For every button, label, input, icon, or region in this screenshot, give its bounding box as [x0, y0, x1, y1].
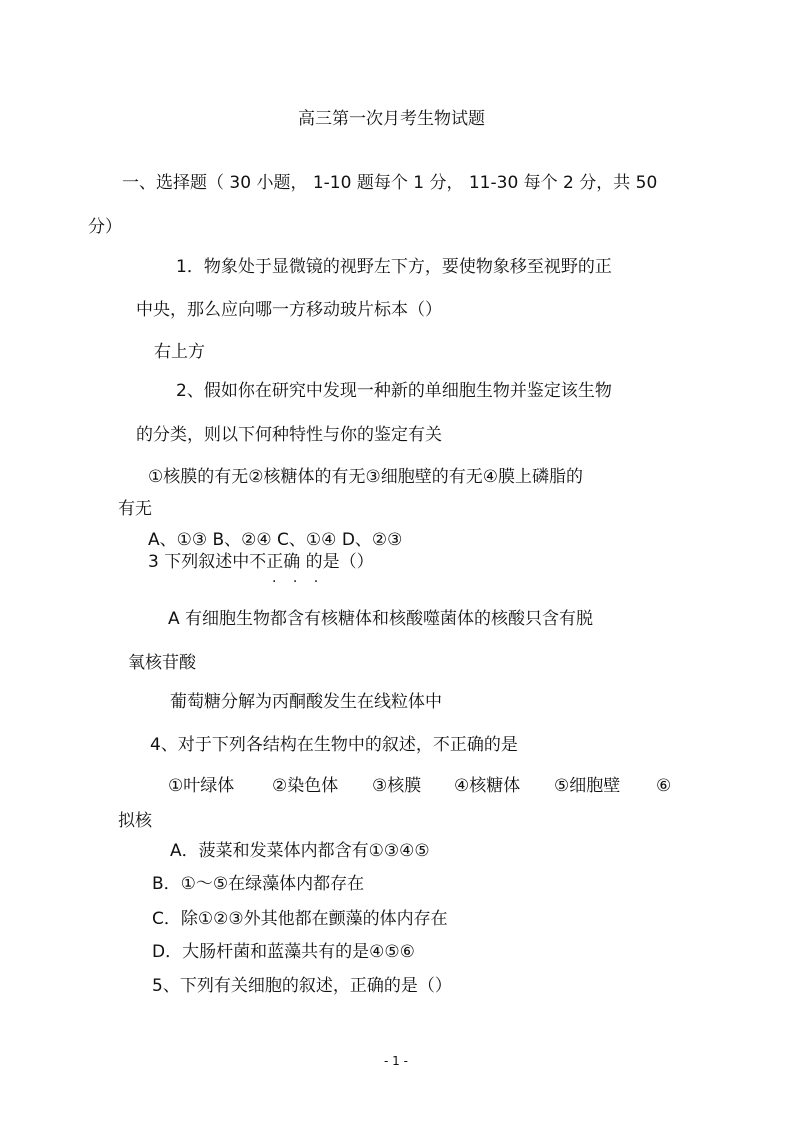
q4-item-5: ⑤细胞壁 [554, 776, 621, 796]
q2-items-line2: 有无 [118, 499, 152, 519]
q5-stem: 5、下列有关细胞的叙述，正确的是（） [152, 976, 452, 996]
q4-item-6: ⑥ [656, 776, 672, 796]
q2-stem-line1: 2、假如你在研究中发现一种新的单细胞生物并鉴定该生物 [176, 381, 612, 401]
q1-stem-line1: 1．物象处于显微镜的视野左下方，要使物象移至视野的正 [176, 257, 612, 277]
q4-item-1: ①叶绿体 [168, 776, 235, 796]
q3-stem: 3 下列叙述中不正确 的是（） [148, 552, 374, 572]
section-heading-line2: 分） [88, 217, 122, 237]
q2-stem-line2: 的分类，则以下何种特性与你的鉴定有关 [136, 425, 442, 445]
q2-options: A、①③ B、②④ C、①④ D、②③ [148, 530, 403, 550]
q4-structure-list [168, 775, 671, 797]
q2-items-line1: ①核膜的有无②核糖体的有无③细胞壁的有无④膜上磷脂的 [148, 467, 583, 487]
q4-option-a: A．菠菜和发菜体内都含有①③④⑤ [170, 841, 430, 861]
q4-option-c: C．除①②③外其他都在颤藻的体内存在 [152, 909, 448, 929]
q3-option-b: 葡萄糖分解为丙酮酸发生在线粒体中 [170, 692, 442, 712]
q4-structure-list-cont: 拟核 [118, 811, 152, 831]
q4-item-4: ④核糖体 [454, 776, 521, 796]
section-heading-line1: 一、选择题（ 30 小题， 1-10 题每个 1 分， 11-30 每个 2 分，共 50 [122, 173, 658, 193]
page-title: 高三第一次月考生物试题 [298, 109, 485, 129]
q4-item-2: ②染色体 [272, 776, 339, 796]
q3-option-a-line1: A 有细胞生物都含有核糖体和核酸噬菌体的核酸只含有脱 [168, 609, 594, 629]
q4-option-b: B．①～⑤在绿藻体内都存在 [152, 874, 365, 894]
page-number: - 1 - [384, 1054, 408, 1068]
q3-emphasis-dots: · · · [272, 574, 325, 590]
q3-option-a-line2: 氧核苷酸 [128, 653, 196, 673]
q4-stem: 4、对于下列各结构在生物中的叙述，不正确的是 [150, 735, 518, 755]
q1-answer: 右上方 [154, 342, 205, 362]
q1-stem-line2: 中央，那么应向哪一方移动玻片标本（） [136, 300, 442, 320]
q4-option-d: D．大肠杆菌和蓝藻共有的是④⑤⑥ [152, 942, 415, 962]
q4-item-3: ③核膜 [372, 776, 422, 796]
